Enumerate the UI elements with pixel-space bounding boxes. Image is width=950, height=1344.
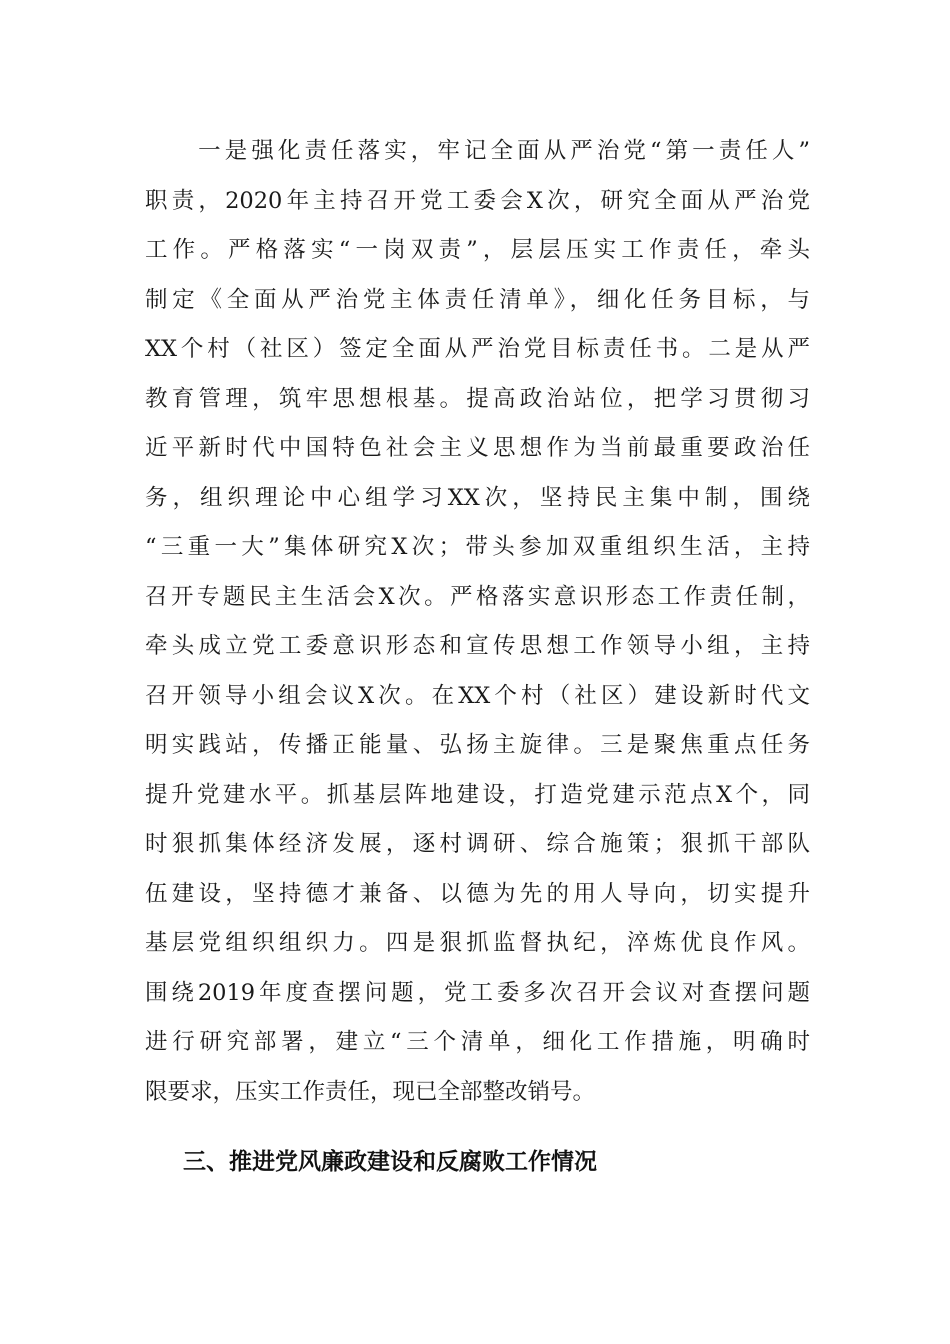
paragraph-line: 牵头成立党工委意识形态和宣传思想工作领导小组，主持: [145, 633, 810, 659]
body-paragraph: [145, 127, 810, 1117]
paragraph-line: 基层党组织组织力。四是狠抓监督执纪，淬炼优良作风。: [145, 930, 810, 956]
paragraph-line: 一是强化责任落实，牢记全面从严治党“第一责任人”: [145, 138, 810, 164]
paragraph-line: 时狠抓集体经济发展，逐村调研、综合施策；狠抓干部队: [145, 831, 810, 857]
paragraph-line: XX个村（社区）签定全面从严治党目标责任书。二是从严: [145, 336, 810, 362]
paragraph-line: 务，组织理论中心组学习XX次，坚持民主集中制，围绕: [145, 484, 810, 511]
paragraph-line: 制定《全面从严治党主体责任清单》，细化任务目标，与: [145, 286, 810, 313]
section-heading: 三、推进党风廉政建设和反腐败工作情况: [183, 1149, 597, 1175]
paragraph-line: 工作。严格落实“一岗双责”，层层压实工作责任，牵头: [145, 237, 810, 263]
paragraph-line: 职责，2020年主持召开党工委会X次，研究全面从严治党: [145, 187, 810, 214]
paragraph-line: “三重一大”集体研究X次；带头参加双重组织生活，主持: [145, 534, 810, 560]
paragraph-line-last: 限要求，压实工作责任，现已全部整改销号。: [145, 1078, 596, 1105]
paragraph-line: 伍建设，坚持德才兼备、以德为先的用人导向，切实提升: [145, 880, 810, 907]
paragraph-line: 围绕2019年度查摆问题，党工委多次召开会议对查摆问题: [145, 979, 810, 1006]
paragraph-line: 提升党建水平。抓基层阵地建设，打造党建示范点X个，同: [145, 781, 810, 808]
paragraph-line: 教育管理，筑牢思想根基。提高政治站位，把学习贯彻习: [145, 385, 810, 412]
paragraph-line: 明实践站，传播正能量、弘扬主旋律。三是聚焦重点任务: [145, 732, 810, 758]
paragraph-line: 近平新时代中国特色社会主义思想作为当前最重要政治任: [145, 435, 810, 461]
paragraph-line: 召开领导小组会议X次。在XX个村（社区）建设新时代文: [145, 682, 810, 709]
paragraph-line: 召开专题民主生活会X次。严格落实意识形态工作责任制，: [145, 583, 810, 610]
paragraph-line: 进行研究部署，建立“三个清单，细化工作措施，明确时: [145, 1029, 810, 1055]
